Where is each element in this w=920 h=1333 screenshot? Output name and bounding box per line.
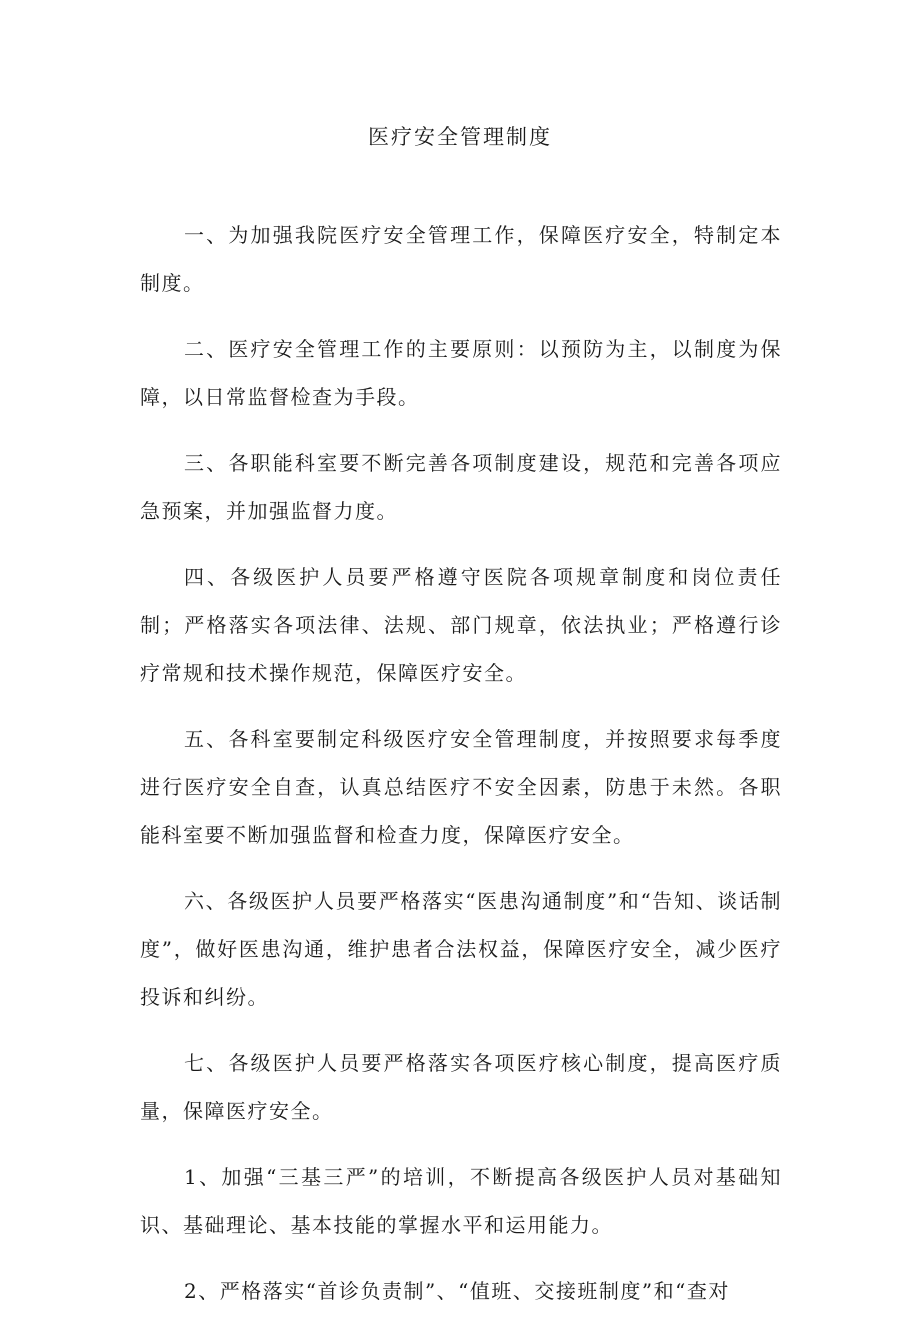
paragraph-1: 一、为加强我院医疗安全管理工作，保障医疗安全，特制定本制度。 bbox=[140, 223, 782, 295]
paragraph-7: 七、各级医护人员要严格落实各项医疗核心制度，提高医疗质量，保障医疗安全。 bbox=[140, 1051, 782, 1123]
document-title: 医疗安全管理制度 bbox=[368, 125, 552, 149]
paragraph-3: 三、各职能科室要不断完善各项制度建设，规范和完善各项应急预案，并加强监督力度。 bbox=[140, 451, 782, 523]
paragraph-2: 二、医疗安全管理工作的主要原则：以预防为主，以制度为保障，以日常监督检查为手段。 bbox=[140, 337, 782, 409]
paragraph-5: 五、各科室要制定科级医疗安全管理制度，并按照要求每季度进行医疗安全自查，认真总结医疗不安全因素，防患于未然。各职能科室要不断加强监督和检查力度，保障医疗安全。 bbox=[140, 727, 782, 847]
document-body bbox=[140, 211, 782, 1333]
paragraph-9: 2、严格落实“首诊负责制”、“值班、交接班制度”和“查对 bbox=[184, 1279, 730, 1303]
paragraph-6: 六、各级医护人员要严格落实“医患沟通制度”和“告知、谈话制度”，做好医患沟通，维护患者合法权益，保障医疗安全，减少医疗投诉和纠纷。 bbox=[140, 889, 782, 1009]
paragraph-4: 四、各级医护人员要严格遵守医院各项规章制度和岗位责任制；严格落实各项法律、法规、部门规章，依法执业；严格遵行诊疗常规和技术操作规范，保障医疗安全。 bbox=[140, 565, 782, 685]
paragraph-8: 1、加强“三基三严”的培训，不断提高各级医护人员对基础知识、基础理论、基本技能的掌握水平和运用能力。 bbox=[140, 1165, 782, 1237]
